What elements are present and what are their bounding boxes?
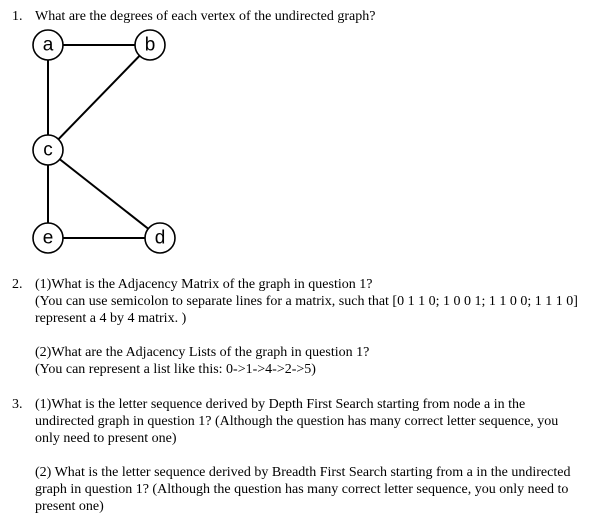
q2-part1-line2: (You can use semicolon to separate lines for a matrix, such that [0 1 1 0; 1 0 0 1; 1 1 0 0; 1 1 1 0] [35, 294, 578, 309]
q2-part1-line3: represent a 4 by 4 matrix. ) [35, 311, 187, 326]
q3-part1-line3: only need to present one) [35, 431, 177, 446]
q2-part1-line1: (1)What is the Adjacency Matrix of the graph in question 1? [35, 277, 373, 292]
q2-number: 2. [12, 277, 23, 292]
node-d-label: d [154, 227, 166, 249]
q2-part2-line1: (2)What are the Adjacency Lists of the graph in question 1? [35, 345, 370, 360]
edge-b-c [48, 45, 150, 150]
q3-part1-line2: undirected graph in question 1? (Although the question has many correct letter sequence, you [35, 414, 559, 429]
node-e-label: e [42, 227, 54, 249]
node-b [135, 30, 165, 60]
q3-part1-line1: (1)What is the letter sequence derived by Depth First Search starting from node a in the [35, 397, 526, 412]
node-d [145, 223, 175, 253]
node-e [33, 223, 63, 253]
q2-part2-line2: (You can represent a list like this: 0->1->4->2->5) [35, 362, 316, 377]
node-a [33, 30, 63, 60]
edge-c-d [48, 150, 160, 238]
q3-number: 3. [12, 397, 23, 412]
q3-part2-line3: present one) [35, 499, 104, 514]
q3-part2-line2: graph in question 1? (Although the question has many correct letter sequence, you only need to [35, 482, 569, 497]
node-a-label: a [42, 34, 54, 56]
q1-text: What are the degrees of each vertex of the undirected graph? [35, 9, 376, 24]
q3-part2-line1: (2) What is the letter sequence derived by Breadth First Search starting from a in the undirected [35, 465, 571, 480]
node-c-label: c [43, 139, 53, 161]
node-b-label: b [144, 34, 156, 56]
q1-number: 1. [12, 9, 23, 24]
node-c [33, 135, 63, 165]
